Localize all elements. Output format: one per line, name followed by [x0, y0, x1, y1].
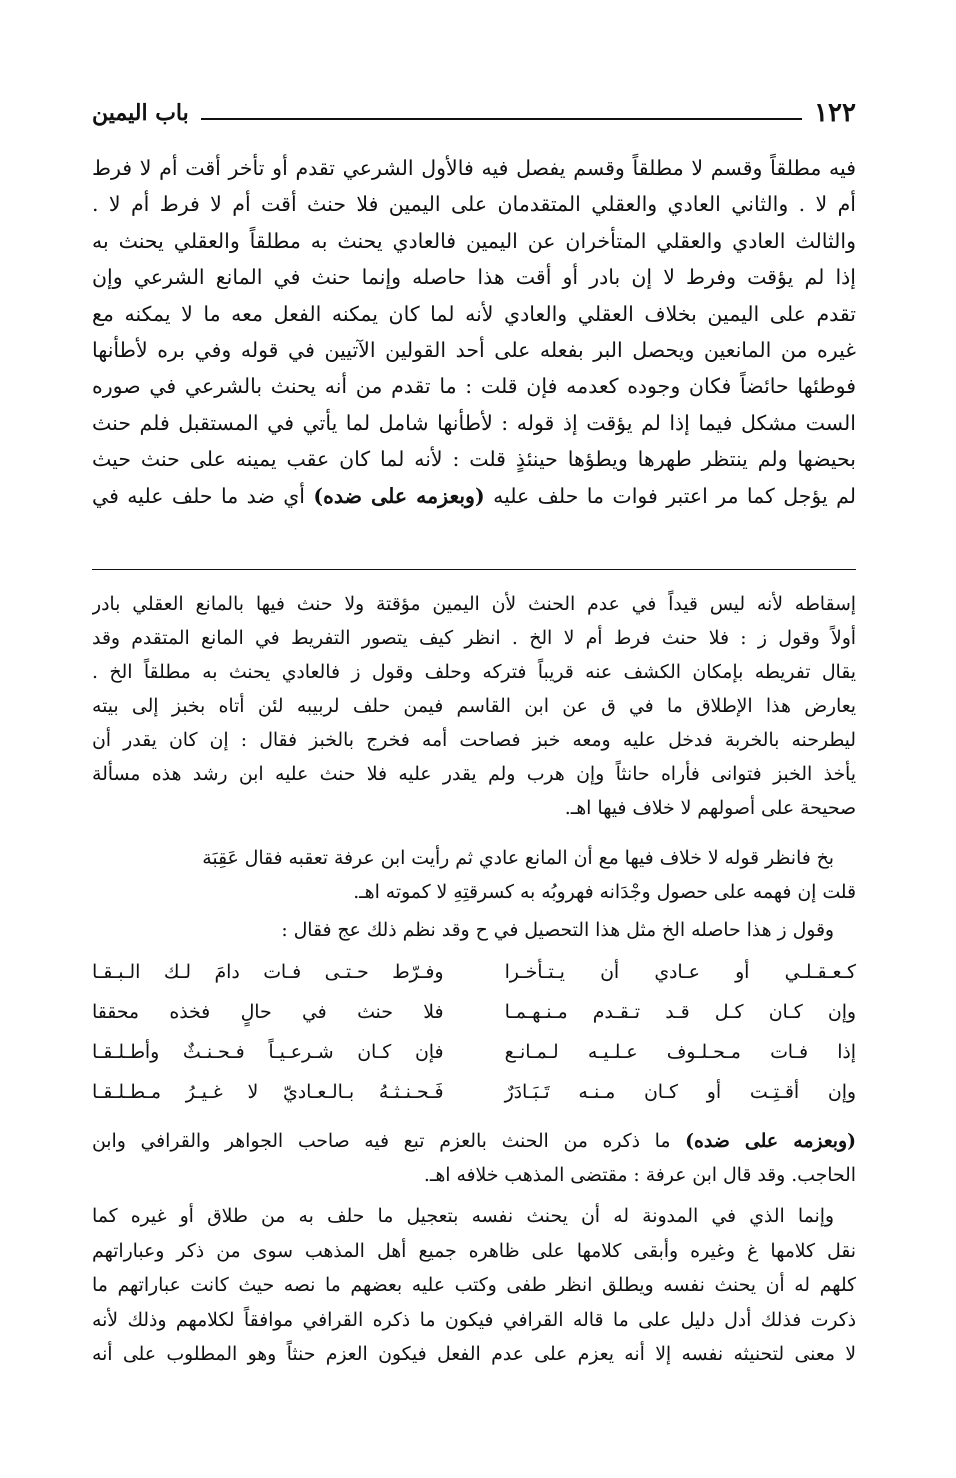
main-line: والثالث العادي والعقلي المتأخران عن اليمين فالعادي يحنث به مطلقاً والعقلي يحنث به: [92, 228, 856, 253]
verse-row: [92, 953, 856, 993]
page-number: ١٢٢: [814, 98, 856, 128]
footnote-line: ليطرحنه بالخربة فدخل عليه ومعه خبز فصاحت أمه فخرج بالخبز فقال : إن كان يقدر أن: [92, 730, 856, 751]
poem-verses: [92, 953, 856, 1113]
verse-second-hemistich: فلا حنث في حالٍ فخذه محققا: [92, 1002, 444, 1023]
main-last-after: أي ضد ما حلف عليه في: [92, 483, 305, 508]
main-line: غيره من المانعين ويحصل البر بفعله على أحد القولين الآتيين في قوله وفي بره لأطأنها: [92, 337, 856, 362]
footnote-line: إسقاطه لأنه ليس قيداً في عدم الحنث لأن اليمين مؤقتة ولا حنث فيها بالمانع العقلي بادر: [92, 594, 856, 615]
footnote-line: وقول ز هذا حاصله الخ مثل هذا التحصيل في ح وقد نظم ذلك عج فقال :: [281, 920, 834, 941]
main-line: فوطئها حائضاً فكان وجوده كعدمه فإن قلت : ما تقدم من أنه يحنث بالشرعي في صوره: [92, 374, 856, 399]
footnote-line: بخ فانظر قوله لا خلاف فيها مع أن المانع عادي ثم رأيت ابن عرفة تعقبه فقال عَقِبَة: [202, 848, 834, 869]
footnote-block-5: [92, 1200, 856, 1373]
footnote-line: [92, 1124, 856, 1159]
footnote-block-1: [92, 588, 856, 826]
matn-quote: (وبعزمه على ضده): [313, 483, 485, 508]
main-last-before: لم يؤجل كما مر اعتبر فوات ما حلف عليه: [493, 483, 856, 508]
footnote-line: لا معنى لتحنيثه نفسه إلا أنه يعزم على عدم الفعل فيكون العزم حنثاً وهو المطلوب على أنه: [92, 1344, 856, 1365]
footnote-line: كلهم له أن يحنث نفسه ويطلق انظر طفى وكتب عليه بعضهم ما نصه حيث كانت عباراتهم ما: [92, 1275, 856, 1296]
footnote-line: قلت إن فهمه على حصول وجْدَانه فهروبُه به كسرقتِهِ لا كموته اهـ.: [353, 882, 856, 903]
page-header: [92, 92, 856, 128]
footnote-line: نقل كلامها غ وغيره وأبقى كلامها على ظاهره جميع أهل المذهب سوى من ذكر وعباراتهم: [92, 1240, 856, 1262]
main-line: أم لا . والثاني العادي والعقلي المتقدمان على اليمين فلا حنث أقت أم لا فرط أم لا .: [92, 192, 856, 217]
verse-first-hemistich: كـعـقـلـي أو عـادي أن يـتـأخـرا: [504, 962, 856, 983]
footnote-line: أولاً وقول ز : فلا حنث فرط أم لا الخ . انظر كيف يتصور التفريط في المانع المتقدم وقد: [92, 628, 856, 649]
footnote-line: وإنما الذي في المدونة له أن يحنث نفسه بتعجيل ما حلف به من طلاق أو غيره كما: [92, 1206, 834, 1227]
footnote-separator: [92, 569, 856, 570]
main-line: إذا لم يؤقت وفرط لا إن بادر أو أقت هذا حاصله وإنما حنث في المانع الشرعي وإن: [92, 265, 856, 290]
verse-second-hemistich: وفـرّط حـتـى فـات دامَ لـك الـبـقـا: [92, 962, 444, 983]
footnote-line: يعارض هذا الإطلاق ما في ق عن ابن القاسم فيمن حلف لربيبه لئن أتاه بخبز إلى بيته: [92, 696, 856, 717]
chapter-title: باب اليمين: [92, 100, 189, 126]
footnote-line: يأخذ الخبز فتوانى فأراه حانثاً وإن هرب ولم يقدر عليه فلا حنث عليه ابن رشد هذه مسألة: [92, 764, 856, 785]
verse-second-hemistich: فَـحـنـثـهُ بـالـعـاديّ لا غـيـرُ مـطـلـقـا: [92, 1082, 444, 1103]
verse-first-hemistich: وإن كـان كـل قـد تـقـدم مـنـهـمـا: [504, 1002, 856, 1023]
main-line: الست مشكل فيما إذا لم يؤقت إذ قوله : لأطأنها شامل لما يأتي في المستقبل فلم حنث: [92, 410, 856, 435]
verse-first-hemistich: إذا فـات مـحـلـوف عـلـيـه لـمـانـع: [504, 1042, 856, 1063]
verse-row: [92, 993, 856, 1033]
footnote-block-2: [92, 842, 856, 910]
footnote-line: صحيحة على أصولهم لا خلاف فيها اهـ.: [564, 798, 856, 819]
verse-second-hemistich: فإن كـان شـرعـيـاً فـحـنـثٌ وأطـلـقـا: [92, 1042, 444, 1063]
verse-row: [92, 1033, 856, 1073]
main-text: [92, 150, 856, 514]
matn-quote: (وبعزمه على ضده): [685, 1130, 856, 1152]
main-line-last: [92, 478, 856, 514]
footnote-text: ما ذكره من الحنث بالعزم تبع فيه صاحب الجواهر والقرافي وابن: [92, 1131, 671, 1152]
footnote-line: يقال تفريطه بإمكان الكشف عنه قريباً فتركه وحلف وقول ز فالعادي يحنث به مطلقاً الخ .: [92, 662, 856, 683]
verse-row: [92, 1073, 856, 1113]
header-rule: [201, 118, 802, 120]
footnote-block-3: [92, 914, 856, 948]
footnote-block-4: [92, 1124, 856, 1193]
footnote-line: ذكرت فذلك أدل دليل على ما قاله القرافي فيكون ما ذكره القرافي موافقاً لكلامهم وذلك لأنه: [92, 1309, 856, 1331]
main-line: بحيضها ولم ينتظر طهرها ويطؤها حينئذٍ قلت : لأنه لما كان عقب يمينه على حنث حيث: [92, 447, 856, 472]
main-line: فيه مطلقاً وقسم لا مطلقاً وقسم يفصل فيه فالأول الشرعي تقدم أو تأخر أقت أم لا فرط: [92, 156, 856, 180]
footnote-line: الحاجب. وقد قال ابن عرفة : مقتضى المذهب خلافه اهـ.: [423, 1164, 856, 1186]
verse-first-hemistich: وإن أقـتِـت أو كـان مـنـه تَـبَـادَرٌ: [504, 1082, 856, 1103]
main-line: تقدم على اليمين بخلاف العقلي والعادي لأنه لما كان يمكنه الفعل معه ما لا يمكنه مع: [92, 301, 856, 326]
